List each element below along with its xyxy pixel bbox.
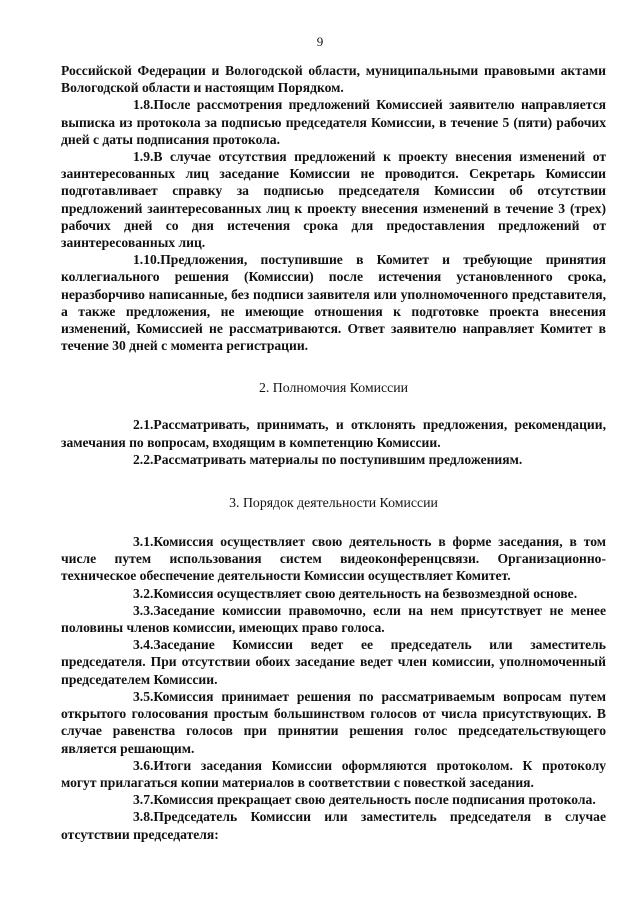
- section-3-heading: 3. Порядок деятельности Комиссии: [229, 495, 438, 511]
- paragraph-1-9: [61, 148, 606, 251]
- paragraph-3-8: [61, 808, 606, 842]
- paragraph-text: В случае отсутствия предложений к проекту внесения изменений от заинтересованных лиц заседание Комиссии не проводится. Секретарь Комиссии подготавливает справку за подписью председателя Комиссии об отсутствии предложений заинтересованных лиц к проекту внесения изменений в течение 3 (трех) рабочих дней со дня истечения срока для предоставления предложений от заинтересованных лиц.: [61, 149, 606, 251]
- paragraph-number: 3.7.: [133, 792, 154, 808]
- section-2-heading: 2. Полномочия Комиссии: [258, 380, 409, 396]
- paragraph-number: 1.8.: [133, 97, 154, 113]
- paragraph-text: После рассмотрения предложений Комиссией заявителю направляется выписка из протокола за подписью председателя Комиссии, в течение 5 (пяти) рабочих дней с даты подписания протокола.: [61, 97, 606, 147]
- paragraph-number: 2.2.: [133, 451, 154, 467]
- paragraph-text: Комиссия принимает решения по рассматриваемым вопросам путем открытого голосования простым большинством голосов от числа присутствующих. В случае равенства голосов при принятии решения голос председательствующего является решающим.: [61, 688, 606, 756]
- paragraph-text: Комиссия осуществляет свою деятельность в форме заседания, в том числе путем использования систем видеоконференцсвязи. Организационно-техническое обеспечение деятельности Комиссии осуществляет Комитет.: [61, 534, 606, 584]
- paragraph-2-2: [61, 451, 606, 468]
- document-body: [61, 62, 606, 843]
- paragraph-text: Комиссия прекращает свою деятельность после подписания протокола.: [153, 792, 596, 808]
- paragraph-3-3: [61, 602, 606, 636]
- paragraph-3-5: [61, 688, 606, 757]
- paragraph-text: Заседание Комиссии ведет ее председатель или заместитель председателя. При отсутствии обоих заседание ведет член комиссии, уполномоченный председателем Комиссии.: [61, 637, 606, 687]
- paragraph-number: 3.2.: [133, 585, 154, 601]
- paragraph-number: 3.1.: [133, 534, 154, 550]
- paragraph-3-7: [61, 791, 606, 808]
- paragraph-3-1: [61, 533, 606, 585]
- paragraph-number: 1.9.: [133, 149, 154, 165]
- paragraph-number: 3.3.: [133, 602, 154, 618]
- paragraph-number: 2.1.: [133, 417, 154, 433]
- page-number: 9: [316, 34, 324, 49]
- paragraph-number: 1.10.: [133, 252, 161, 268]
- paragraph-text: Председатель Комиссии или заместитель председателя в случае отсутствии председателя:: [61, 809, 606, 842]
- paragraph-number: 3.6.: [133, 757, 154, 773]
- intro-paragraph: Российской Федерации и Вологодской области, муниципальными правовыми актами Вологодской области и настоящим Порядком.: [61, 63, 606, 96]
- paragraph-text: Итоги заседания Комиссии оформляются протоколом. К протоколу могут прилагаться копии материалов в соответствии с повесткой заседания.: [61, 757, 606, 790]
- paragraph-3-2: [61, 585, 606, 602]
- paragraph-number: 3.8.: [133, 809, 154, 825]
- paragraph-1-10: [61, 251, 606, 354]
- paragraph-text: Рассматривать материалы по поступившим предложениям.: [153, 451, 523, 467]
- paragraph-text: Предложения, поступившие в Комитет и требующие принятия коллегиального решения (Комиссии) после истечения установленного срока, неразборчиво написанные, без подписи заявителя или уполномоченного представителя, а также предложения, не имеющие отношения к подготовке проекта внесения изменений, Комиссией не рассматриваются. Ответ заявителю направляет Комитет в течение 30 дней с момента регистрации.: [61, 252, 606, 354]
- paragraph-1-8: [61, 96, 606, 148]
- paragraph-number: 3.4.: [133, 637, 154, 653]
- paragraph-3-4: [61, 636, 606, 688]
- paragraph-text: Комиссия осуществляет свою деятельность на безвозмездной основе.: [153, 585, 578, 601]
- paragraph-3-6: [61, 757, 606, 791]
- paragraph-text: Заседание комиссии правомочно, если на нем присутствует не менее половины членов комиссии, имеющих право голоса.: [61, 602, 606, 636]
- paragraph-text: Рассматривать, принимать, и отклонять предложения, рекомендации, замечания по вопросам, входящим в компетенцию Комиссии.: [61, 417, 606, 450]
- paragraph-2-1: [61, 416, 606, 450]
- paragraph-number: 3.5.: [133, 688, 154, 704]
